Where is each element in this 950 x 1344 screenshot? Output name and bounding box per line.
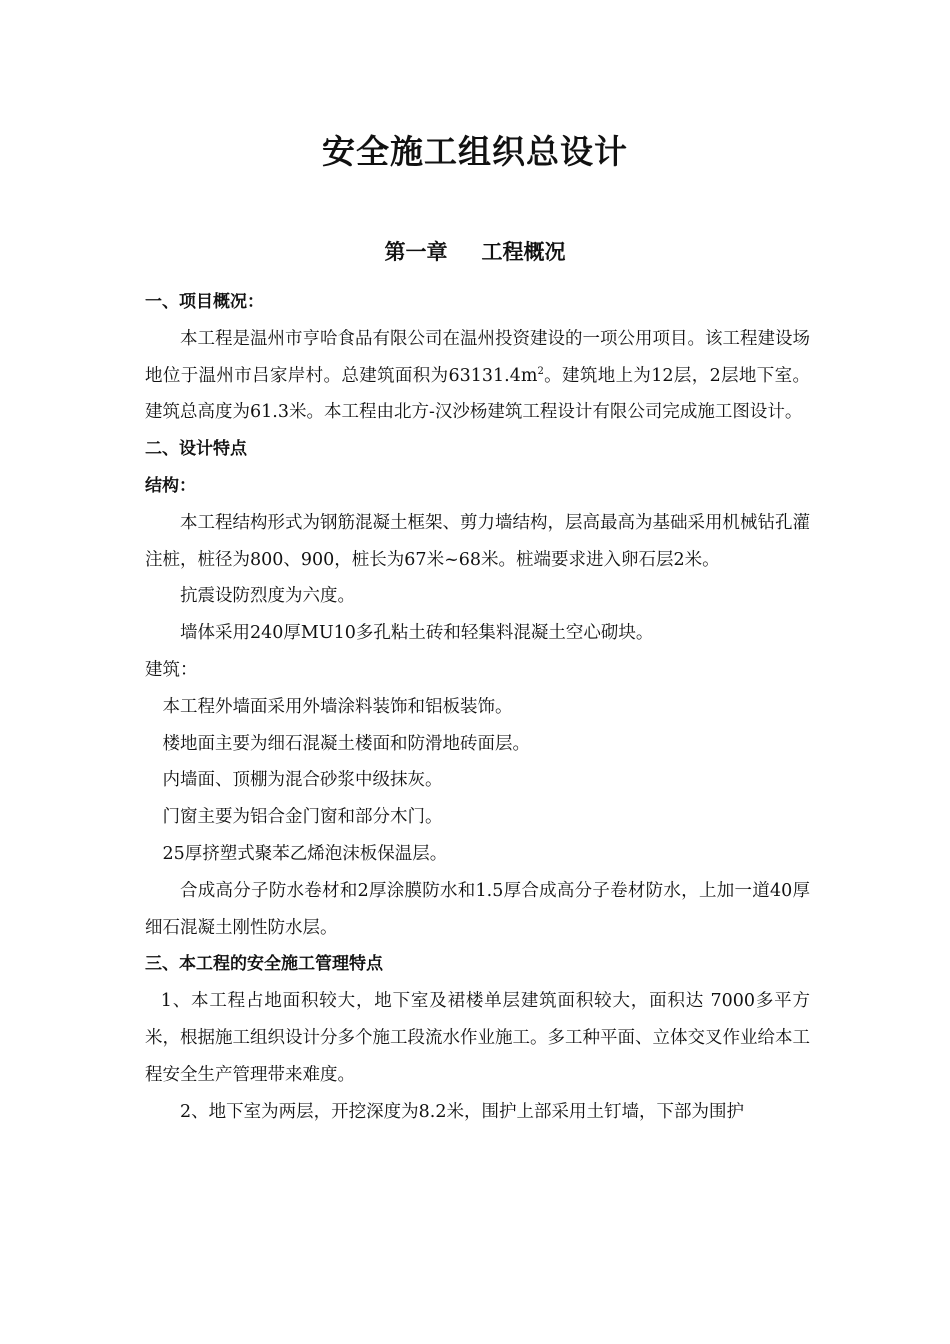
section-heading-safety: 三、本工程的安全施工管理特点 xyxy=(145,954,383,975)
section-heading-overview: 一、项目概况： xyxy=(145,292,264,312)
safety-paragraph: 1、本工程占地面积较大，地下室及裙楼单层建筑面积较大，面积达 7000多平方米，根据施工组织设计分多个施工段流水作业施工。多工种平面、立体交叉作业给本工程安全生产管理带来难度。 xyxy=(145,991,810,1085)
building-item: 25厚挤塑式聚苯乙烯泡沫板保温层。 xyxy=(162,843,448,864)
chapter-number: 第一章 xyxy=(384,240,448,264)
chapter-name: 工程概况 xyxy=(481,240,566,264)
building-item: 门窗主要为铝合金门窗和部分木门。 xyxy=(162,807,443,828)
superscript-2: 2 xyxy=(537,365,544,377)
overview-paragraph: 本工程是温州市亨哈食品有限公司在温州投资建设的一项公用项目。该工程建设场地位于温州市吕家岸村。总建筑面积为$63131.4m^2$。建筑地上为12层，2层地下室。建筑总高度为61.3米。本工程由北方-汉沙杨建筑工程设计有限公司完成施工图设计。 xyxy=(145,328,810,423)
building-item: 楼地面主要为细石混凝土楼面和防滑地砖面层。 xyxy=(162,733,530,754)
document-body xyxy=(145,284,810,1130)
chapter-heading xyxy=(0,236,950,266)
building-label: 建筑： xyxy=(145,659,198,680)
structure-paragraph: 抗震设防烈度为六度。 xyxy=(180,586,355,607)
building-item: 本工程外墙面采用外墙涂料装饰和铝板装饰。 xyxy=(162,696,513,717)
structure-paragraph: 墙体采用240厚MU10多孔粘土砖和轻集料混凝土空心砌块。 xyxy=(180,623,654,644)
section-heading-design: 二、设计特点 xyxy=(145,439,247,460)
structure-paragraph: 本工程结构形式为钢筋混凝土框架、剪力墙结构，层高最高为基础采用机械钻孔灌注桩，桩径为800、900，桩长为67米~68米。桩端要求进入卵石层2米。 xyxy=(145,512,810,570)
structure-label: 结构： xyxy=(145,475,196,496)
document-title: 安全施工组织总设计 xyxy=(322,132,628,171)
safety-paragraph: 2、地下室为两层，开挖深度为8.2米，围护上部采用土钉墙，下部为围护 xyxy=(180,1101,744,1122)
waterproof-paragraph: 合成高分子防水卷材和2厚涂膜防水和1.5厚合成高分子卷材防水，上加一道40厚细石混凝土刚性防水层。 xyxy=(145,880,810,938)
building-item: 内墙面、顶棚为混合砂浆中级抹灰。 xyxy=(162,770,443,791)
